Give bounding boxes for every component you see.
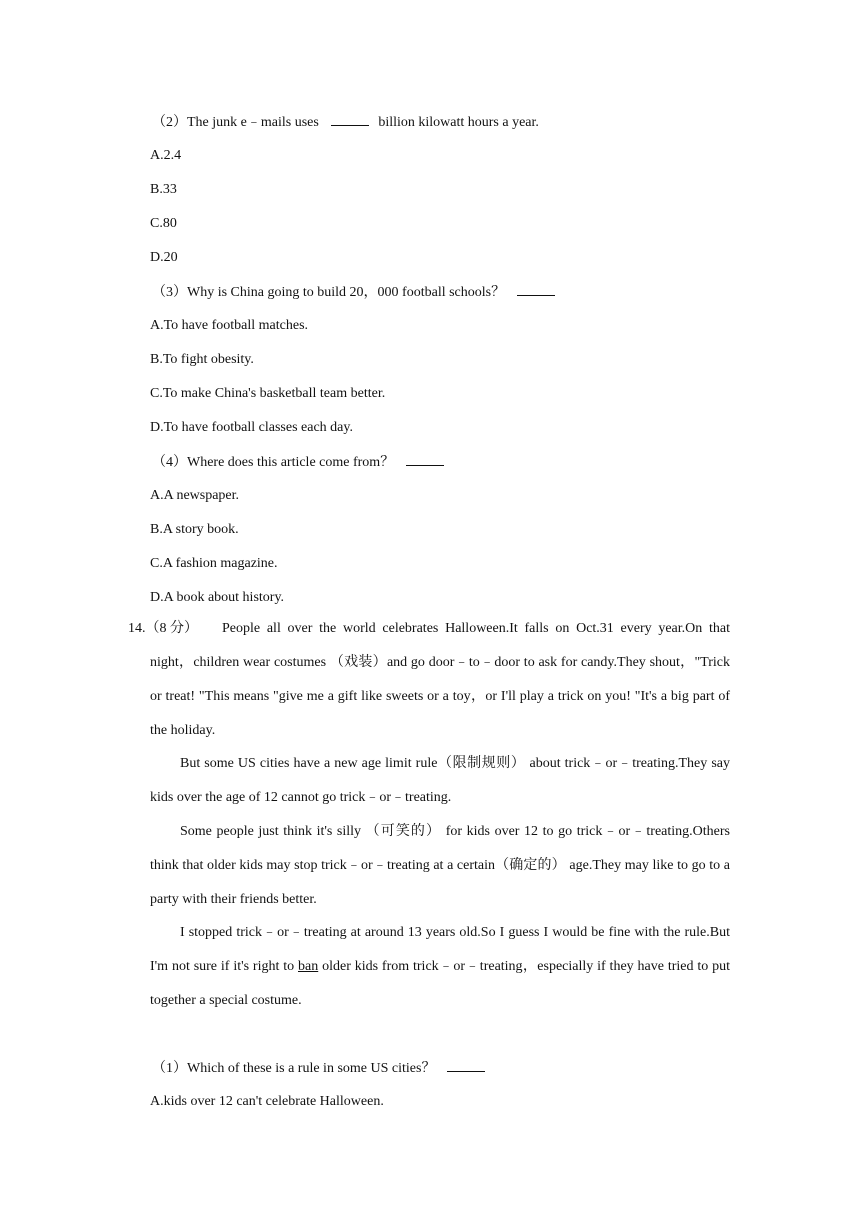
passage-paragraph-4 <box>150 916 730 1018</box>
question-2-stem <box>152 112 539 133</box>
option-b: B.To fight obesity. <box>150 352 254 367</box>
passage-paragraph-3: Some people just think it's silly （可笑的） for kids over 12 to go trick﹣or﹣treating.Others think that older kids may stop trick﹣or﹣treating at a certain（确定的） age.They may like to go to a party with their friends better. <box>150 824 730 907</box>
answer-blank[interactable] <box>406 452 444 466</box>
question-1-text: （1）Which of these is a rule in some US cities？ <box>152 1061 436 1076</box>
question-2-text-after: billion kilowatt hours a year. <box>378 115 539 130</box>
answer-blank[interactable] <box>517 282 555 296</box>
option-b: B.A story book. <box>150 522 239 537</box>
question-3-stem <box>152 282 555 303</box>
option-a: A.A newspaper. <box>150 488 240 503</box>
passage-paragraph-1: People all over the world celebrates Halloween.It falls on Oct.31 every year.On that night，children wear costumes （戏装）and go door﹣to﹣door to ask for candy.They shout，"Trick or treat! "This means "give me a gift like sweets or a toy，or I'll play a trick on you! "It's a big part of the holiday. <box>150 621 730 738</box>
question-2-text: （2）The junk e﹣mails uses <box>152 115 319 130</box>
paragraph-4-text-after: older kids from trick﹣or﹣treating，especially if they have tried to put together a special costume. <box>150 959 730 1008</box>
question-4-stem <box>152 452 444 473</box>
question-3-text: （3）Why is China going to build 20，000 football schools？ <box>152 285 506 300</box>
answer-blank[interactable] <box>331 112 369 126</box>
option-c: C.A fashion magazine. <box>150 556 278 571</box>
underlined-word: ban <box>298 959 319 974</box>
answer-blank[interactable] <box>447 1058 485 1072</box>
option-d: D.To have football classes each day. <box>150 420 353 435</box>
option-c: C.80 <box>150 216 177 231</box>
item-number: 14.（8 分） <box>128 621 198 636</box>
passage-paragraph-2: But some US cities have a new age limit rule（限制规则） about trick﹣or﹣treating.They say kids over the age of 12 cannot go trick﹣or﹣treating. <box>150 756 730 805</box>
option-a: A.To have football matches. <box>150 318 309 333</box>
option-d: D.A book about history. <box>150 590 285 605</box>
option-a: A.2.4 <box>150 148 182 163</box>
question-1-stem <box>152 1058 485 1079</box>
option-c: C.To make China's basketball team better. <box>150 386 386 401</box>
paragraph-4-text-before: I stopped trick﹣or﹣treating at around 13 years old.So I guess I would be fine with the rule.But I'm not sure if it's right to <box>150 925 730 974</box>
option-b: B.33 <box>150 182 177 197</box>
question-4-text: （4）Where does this article come from？ <box>152 455 395 470</box>
option-d: D.20 <box>150 250 178 265</box>
option-a: A.kids over 12 can't celebrate Halloween. <box>150 1094 384 1109</box>
